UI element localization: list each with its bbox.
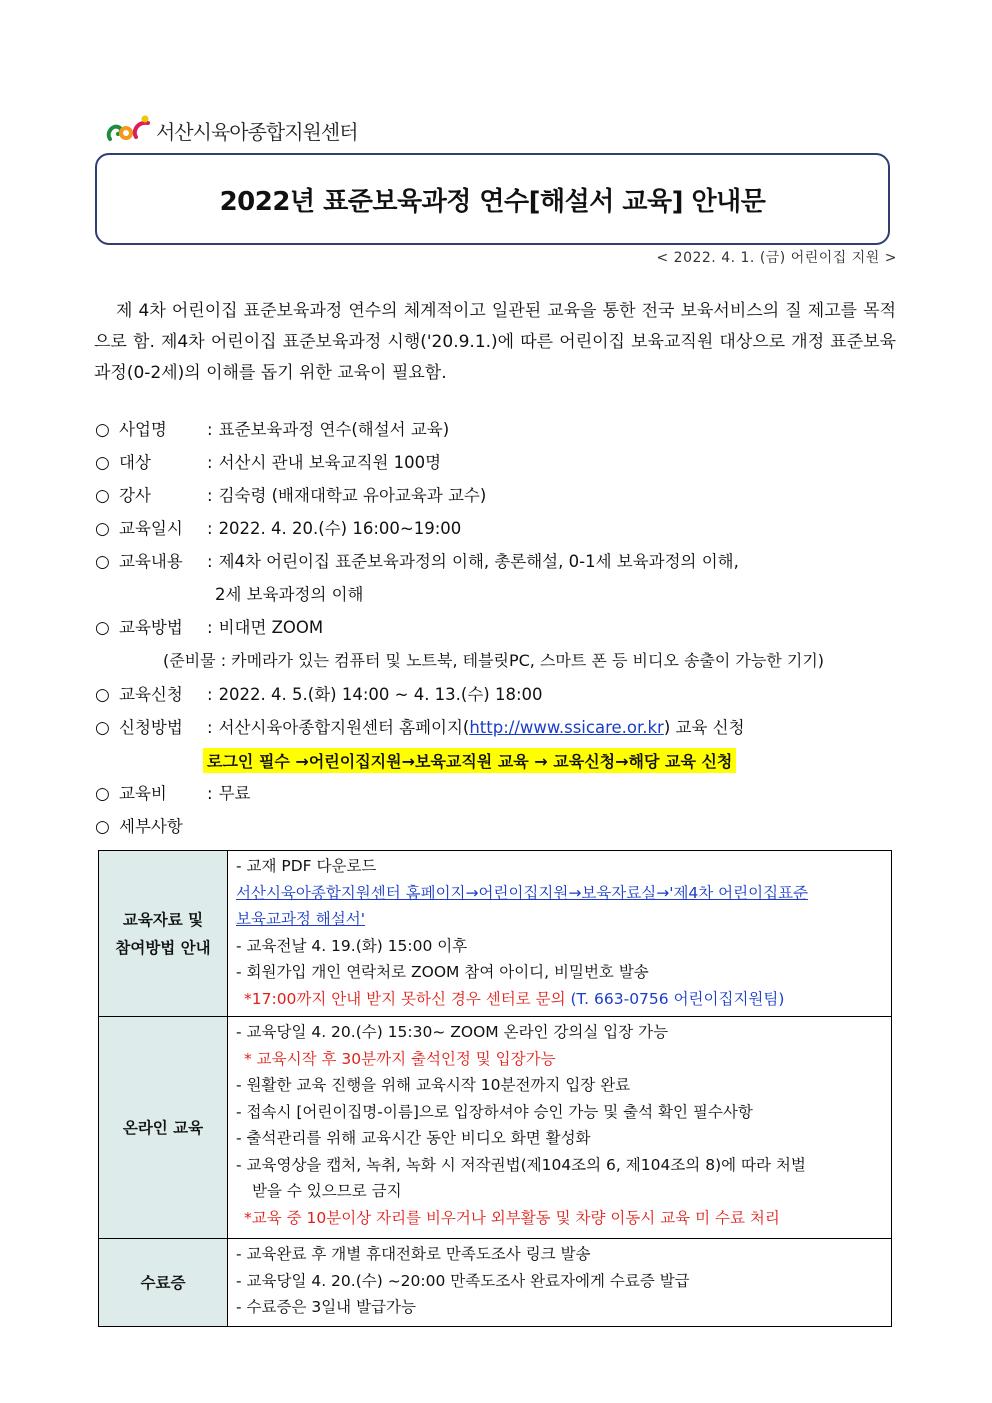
table-head-cell: 온라인 교육 <box>99 1017 228 1239</box>
item-apply-method: ○ 신청방법 : 서산시육아종합지원센터 홈페이지( http://www.ssicare.or.kr ) 교육 신청 <box>95 714 745 738</box>
date-line: < 2022. 4. 1. (금) 어린이집 지원 > <box>656 250 897 266</box>
intro-paragraph: 제 4차 어린이집 표준보육과정 연수의 체계적이고 일관된 교육을 통한 전국 보육서비스의 질 제고를 목적으로 함. 제4차 어린이집 표준보육과정 시행('20.9.1.)에 따른 어린이집 보육교직원 대상으로 개정 표준보육과정(0-2세)의 이해를 돕기 위한 교육이 필요함. <box>94 301 896 383</box>
table-head-cell: 교육자료 및 참여방법 안내 <box>99 851 228 1017</box>
item-label: 신청방법 <box>119 718 183 737</box>
bullet-icon: ○ <box>95 420 110 440</box>
item-value: 서산시육아종합지원센터 홈페이지( <box>218 718 470 737</box>
item-value-tail: ) 교육 신청 <box>663 718 745 737</box>
item-details <box>95 813 183 837</box>
item-value: 무료 <box>218 784 251 803</box>
table-head-cell: 수료증 <box>99 1239 228 1327</box>
item-value: 비대면 ZOOM <box>218 618 324 637</box>
item-content-continued: 2세 보육과정의 이해 <box>215 585 364 604</box>
title-box <box>95 153 890 245</box>
item-value: 제4차 어린이집 표준보육과정의 이해, 총론해설, 0-1세 보육과정의 이해, <box>218 552 739 571</box>
item-label: 교육일시 <box>119 519 183 538</box>
details-table <box>98 850 892 1327</box>
bullet-icon: ○ <box>95 552 110 572</box>
document-title: 2022년 표준보육과정 연수[해설서 교육] 안내문 <box>219 186 766 217</box>
bullet-icon: ○ <box>95 519 110 539</box>
item-content: ○ 교육내용 : 제4차 어린이집 표준보육과정의 이해, 총론해설, 0-1세 보육과정의 이해, <box>95 548 739 572</box>
item-label: 교육내용 <box>119 552 183 571</box>
item-label: 강사 <box>119 486 151 505</box>
item-label: 교육방법 <box>119 618 183 637</box>
item-name: ○ 사업명 : 표준보육과정 연수(해설서 교육) <box>95 416 449 440</box>
bullet-icon: ○ <box>95 784 110 804</box>
table-body-cell: - 교육당일 4. 20.(수) 15:30~ ZOOM 온라인 강의실 입장 가능 * 교육시작 후 30분까지 출석인정 및 입장가능 - 원활한 교육 진행을 위해 교육시작 10분전까지 입장 완료 - 접속시 [어린이집명-이름]으로 입장하셔야 승인 가능 및 출석 확인 필수사항 - 출석관리를 위해 교육시간 동안 비디오 화면 활성화 - 교육영상을 캡처, 녹취, 녹화 시 저작권법(제104조의 6, 제104조의 8)에 따라 처벌 받을 수 있으므로 금지 *교육 중 10분이상 자리를 비우거나 외부활동 및 차량 이동시 교육 미 수료 처리 <box>228 1017 892 1239</box>
bullet-icon: ○ <box>95 718 110 738</box>
table-row <box>99 1017 892 1239</box>
bullet-icon: ○ <box>95 618 110 638</box>
item-value: 2022. 4. 20.(수) 16:00~19:00 <box>218 519 462 538</box>
org-logo <box>104 112 358 148</box>
bullet-icon: ○ <box>95 453 110 473</box>
item-method-note: (준비물 : 카메라가 있는 컴퓨터 및 노트북, 테블릿PC, 스마트 폰 등 비디오 송출이 가능한 기기) <box>163 651 825 670</box>
resource-link[interactable]: 서산시육아종합지원센터 홈페이지→어린이집지원→보육자료실→'제4차 어린이집표준 <box>236 883 809 902</box>
item-label: 교육신청 <box>119 685 183 704</box>
item-label: 세부사항 <box>119 817 183 836</box>
bullet-icon: ○ <box>95 486 110 506</box>
item-method: ○ 교육방법 : 비대면 ZOOM <box>95 614 323 638</box>
item-fee: ○ 교육비 : 무료 <box>95 780 250 804</box>
item-label: 교육비 <box>119 784 167 803</box>
table-row <box>99 851 892 1017</box>
table-row <box>99 1239 892 1327</box>
table-body-cell: - 교육완료 후 개별 휴대전화로 만족도조사 링크 발송 - 교육당일 4. 20.(수) ~20:00 만족도조사 완료자에게 수료증 발급 - 수료증은 3일내 발급가능 <box>228 1239 892 1327</box>
item-apply: ○ 교육신청 : 2022. 4. 5.(화) 14:00 ~ 4. 13.(수) 18:00 <box>95 681 543 705</box>
item-value: 서산시 관내 보육교직원 100명 <box>218 453 442 472</box>
org-name: 서산시육아종합지원센터 <box>156 119 358 144</box>
logo-icon <box>104 113 154 147</box>
apply-steps-highlight: 로그인 필수 →어린이집지원→보육교직원 교육 → 교육신청→해당 교육 신청 <box>203 748 736 773</box>
item-value: 표준보육과정 연수(해설서 교육) <box>218 420 450 439</box>
bullet-icon: ○ <box>95 685 110 705</box>
item-lecturer: ○ 강사 : 김숙령 (배재대학교 유아교육과 교수) <box>95 482 486 506</box>
item-value: 김숙령 (배재대학교 유아교육과 교수) <box>218 486 487 505</box>
item-label: 사업명 <box>119 420 167 439</box>
item-date: ○ 교육일시 : 2022. 4. 20.(수) 16:00~19:00 <box>95 515 461 539</box>
homepage-link[interactable]: http://www.ssicare.or.kr <box>469 718 664 737</box>
item-label: 대상 <box>119 453 151 472</box>
resource-link[interactable]: 보육교과정 해설서' <box>236 910 365 928</box>
item-value: 2022. 4. 5.(화) 14:00 ~ 4. 13.(수) 18:00 <box>218 685 543 704</box>
item-target: ○ 대상 : 서산시 관내 보육교직원 100명 <box>95 449 441 473</box>
table-body-cell: - 교재 PDF 다운로드 서산시육아종합지원센터 홈페이지→어린이집지원→보육자료실→'제4차 어린이집표준 보육교과정 해설서' - 교육전날 4. 19.(화) 15:00 이후 - 회원가입 개인 연락처로 ZOOM 참여 아이디, 비밀번호 발송 *17:00까지 안내 받지 못하신 경우 센터로 문의 (T. 663-0756 어린이집지원팀) <box>228 851 892 1017</box>
bullet-icon: ○ <box>95 817 110 837</box>
